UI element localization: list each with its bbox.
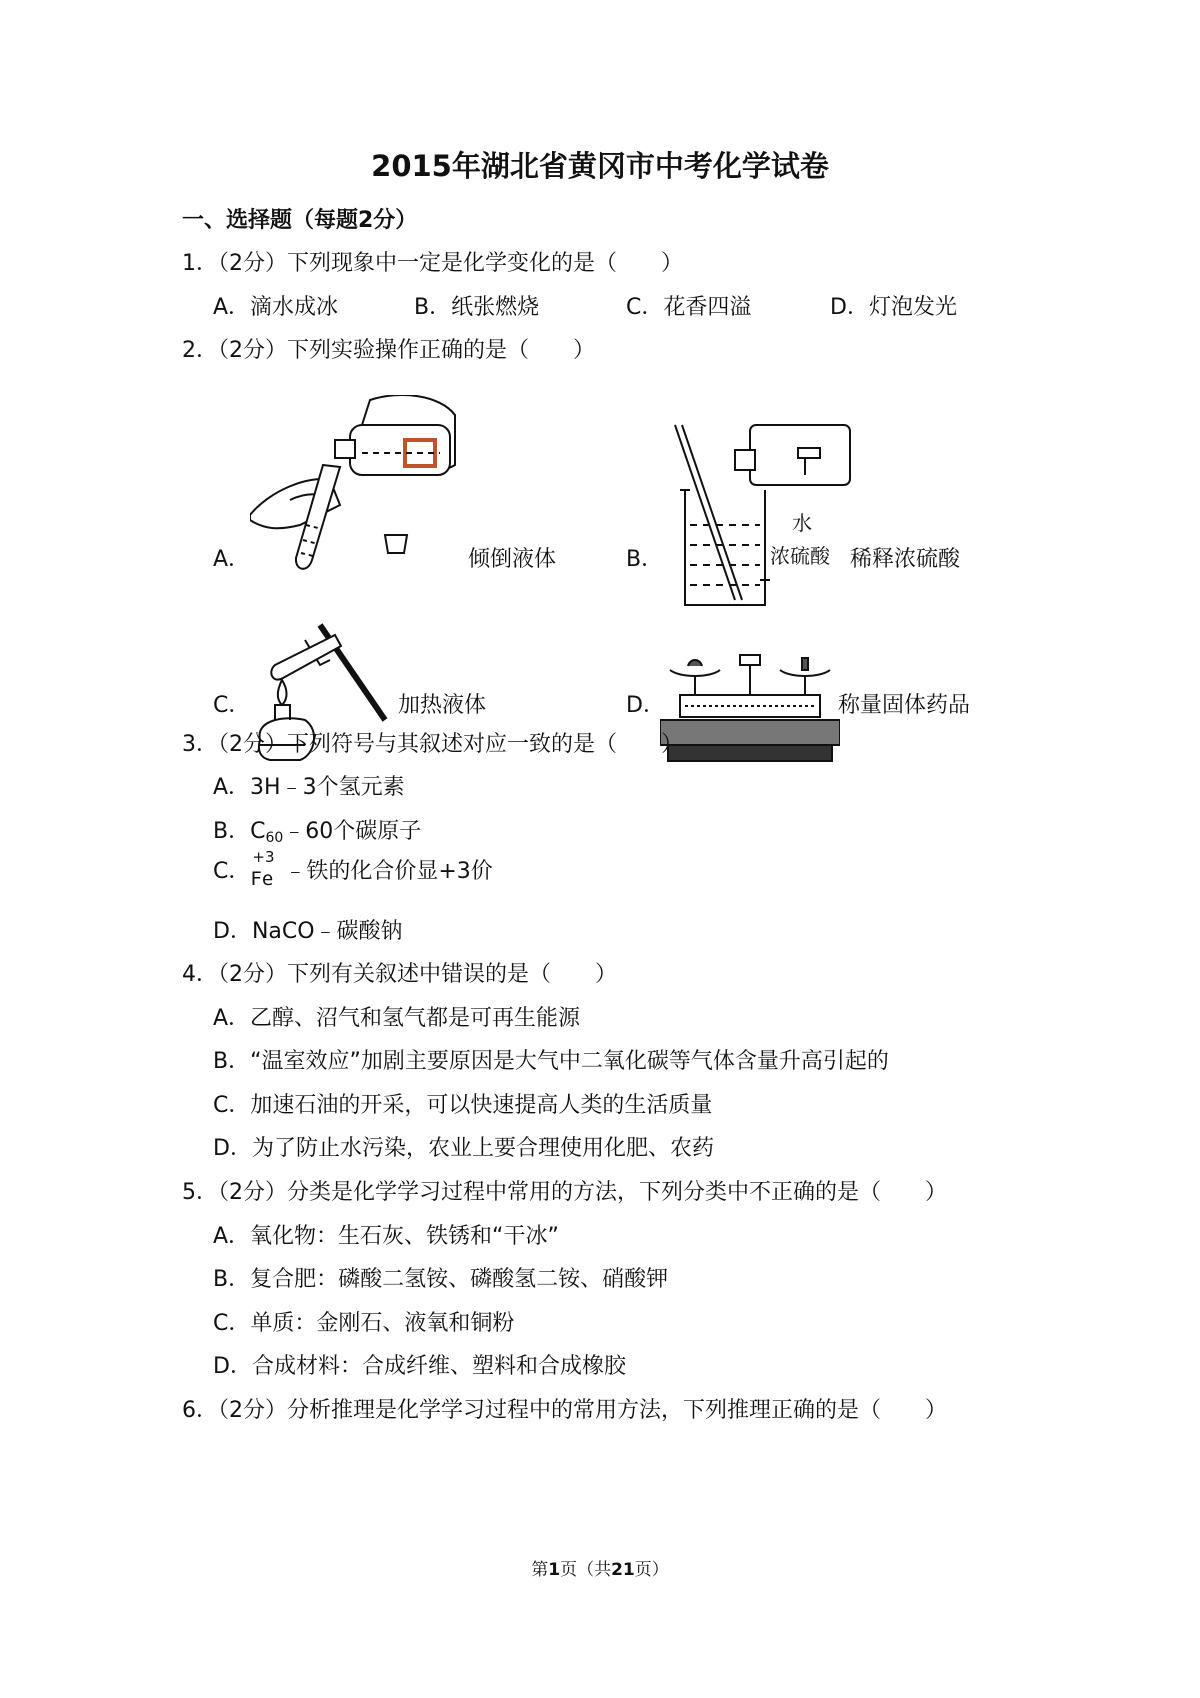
- question-5-option-c: C．单质：金刚石、液氧和铜粉: [213, 1311, 515, 1336]
- question-2-option-c-caption: 加热液体: [398, 693, 487, 718]
- question-1-option-d: D．灯泡发光: [830, 295, 957, 320]
- question-2-stem: 2．（2分）下列实验操作正确的是（ ）: [182, 338, 595, 363]
- question-1-option-b: B．纸张燃烧: [414, 295, 540, 320]
- question-3-option-b: [213, 814, 421, 846]
- question-1-stem: 1．（2分）下列现象中一定是化学变化的是（ ）: [182, 251, 683, 276]
- question-5-option-a: A．氧化物：生石灰、铁锈和“干冰”: [213, 1224, 559, 1249]
- footer-middle: 页（共: [560, 1560, 612, 1580]
- iron-valence-symbol: [250, 850, 284, 894]
- question-3-option-b-prefix: B．C: [213, 819, 266, 844]
- figure-pouring-liquid: [250, 395, 460, 615]
- footer-prefix: 第: [531, 1560, 549, 1580]
- question-5-option-d: D．合成材料：合成纤维、塑料和合成橡胶: [213, 1354, 626, 1379]
- question-5-stem: 5．（2分）分类是化学学习过程中常用的方法，下列分类中不正确的是（ ）: [182, 1180, 947, 1205]
- question-4-option-c: C．加速石油的开采，可以快速提高人类的生活质量: [213, 1093, 713, 1118]
- question-6-stem: 6．（2分）分析推理是化学学习过程中的常用方法，下列推理正确的是（ ）: [182, 1398, 947, 1423]
- question-3-option-c-suffix: ﹣铁的化合价显+3价: [284, 859, 493, 884]
- footer-total-pages: 21: [611, 1560, 635, 1580]
- footer-suffix: 页）: [634, 1560, 669, 1580]
- question-3-stem: 3．（2分）下列符号与其叙述对应一致的是（ ）: [182, 732, 683, 757]
- question-4-option-d: D．为了防止水污染，农业上要合理使用化肥、农药: [213, 1136, 714, 1161]
- page-title: 2015年湖北省黄冈市中考化学试卷: [371, 149, 829, 183]
- question-4-stem: 4．（2分）下列有关叙述中错误的是（ ）: [182, 962, 617, 987]
- figure-diluting-acid: [660, 420, 860, 615]
- question-2-option-d-letter: D．: [626, 693, 665, 718]
- question-1-option-c: C．花香四溢: [626, 295, 752, 320]
- iron-valence-superscript: +3: [252, 848, 275, 866]
- figure-balance: [660, 650, 840, 765]
- question-2-option-a-letter: A．: [213, 547, 251, 572]
- question-1-option-a: A．滴水成冰: [213, 295, 339, 320]
- question-5-option-b: B．复合肥：磷酸二氢铵、磷酸氢二铵、硝酸钾: [213, 1267, 669, 1292]
- section-heading: 一、选择题（每题2分）: [182, 208, 418, 233]
- question-3-option-b-suffix: ﹣60个碳原子: [283, 819, 422, 844]
- question-2-option-a-caption: 倾倒液体: [468, 547, 557, 572]
- question-2-option-c-letter: C．: [213, 693, 251, 718]
- question-2-option-d-caption: 称量固体药品: [838, 693, 971, 718]
- question-3-option-c: [213, 850, 493, 894]
- question-4-option-a: A．乙醇、沼气和氢气都是可再生能源: [213, 1006, 581, 1031]
- question-3-option-d: D．NaCO﹣碳酸钠: [213, 919, 403, 944]
- page-footer: [0, 1555, 1200, 1580]
- footer-page-number: 1: [548, 1560, 561, 1580]
- question-3-option-c-prefix: C．: [213, 859, 251, 884]
- question-4-option-b: B．“温室效应”加剧主要原因是大气中二氧化碳等气体含量升高引起的: [213, 1049, 889, 1074]
- label-concentrated-acid: 浓硫酸: [770, 544, 830, 568]
- iron-symbol: Fe: [250, 868, 274, 890]
- question-3-option-b-subscript: 60: [265, 830, 284, 846]
- question-2-option-b-letter: B．: [626, 547, 664, 572]
- question-3-option-a: A．3H﹣3个氢元素: [213, 775, 405, 800]
- label-water: 水: [792, 511, 812, 535]
- question-2-option-b-caption: 稀释浓硫酸: [850, 547, 961, 572]
